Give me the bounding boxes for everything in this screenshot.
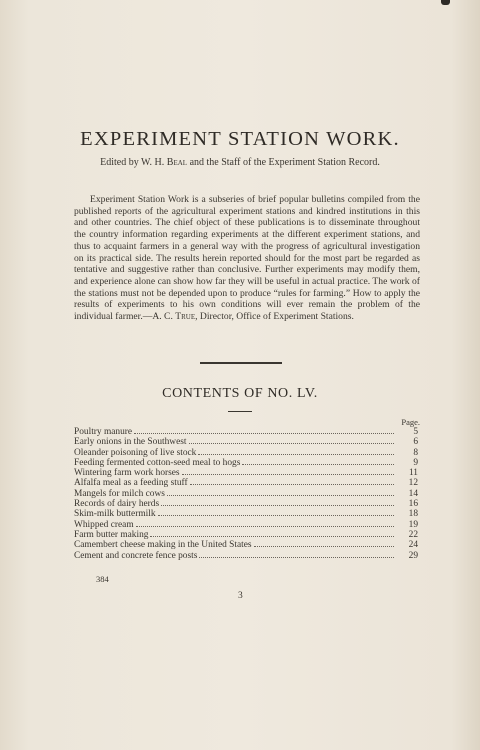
dot-leader: [161, 498, 394, 506]
page-number: 3: [238, 591, 243, 601]
toc-entry-page: 22: [408, 529, 418, 540]
dot-leader: [189, 436, 395, 444]
dot-leader: [198, 447, 394, 455]
editors-suffix: and the Staff of the Experiment Station Record.: [187, 157, 380, 168]
dot-leader: [150, 529, 394, 537]
toc-entry-page: 14: [408, 488, 418, 499]
page-title: EXPERIMENT STATION WORK.: [80, 128, 400, 150]
toc-entry-title: Oleander poisoning of live stock: [74, 447, 197, 457]
toc-entry: [74, 508, 418, 518]
editors-line: [0, 157, 480, 168]
dot-leader: [254, 539, 394, 547]
toc-entry-page: 12: [408, 478, 418, 488]
toc-entry-page: 8: [413, 447, 418, 457]
toc-entry-title: Early onions in the Southwest: [74, 437, 187, 447]
toc-entry: [74, 457, 418, 467]
footer-number: 384: [96, 574, 109, 584]
dot-leader: [242, 457, 394, 465]
toc-entry-title: Mangels for milch cows: [74, 488, 165, 499]
toc-entry-page: 9: [413, 457, 418, 468]
toc-entry: [74, 477, 418, 487]
dot-leader: [182, 467, 394, 475]
toc-entry-title: Wintering farm work horses: [74, 468, 180, 478]
toc-entry-page: 5: [413, 427, 418, 437]
table-of-contents: [74, 426, 418, 560]
toc-entry-title: Cement and concrete fence posts: [74, 550, 198, 560]
editor-name: Beal: [166, 157, 188, 168]
toc-entry: [74, 436, 418, 446]
section-divider: [200, 362, 282, 364]
dot-leader: [167, 488, 394, 496]
toc-entry-page: 18: [408, 509, 418, 519]
toc-entry-page: 11: [408, 468, 418, 478]
toc-entry-title: Poultry manure: [74, 427, 133, 437]
contents-title: CONTENTS OF NO. LV.: [162, 386, 318, 401]
intro-main-text: Experiment Station Work is a subseries of brief popular bulletins compiled from the published reports of the agricultural experiment stations and kindred institutions in this and other countries. The chief object of these publications is to disseminate throughout the country information regarding experiments at the different experiment stations, and thus to acquaint farmers in a general way with the progress of agricultural investigation on its practical side. The results herein reported should for the most part be regarded as tentative and suggestive rather than conclusive. Further experiments may modify them, and experience alone can show how far they will be useful in actual practice. The work of the stations must not be depended upon to produce “rules for farming.” How to apply the results of experiments to his own conditions will ever remain the problem of the individual farmer.—A. C.: [74, 194, 420, 323]
contents-underline: [228, 411, 252, 412]
toc-entry: [74, 529, 418, 539]
toc-entry-title: Feeding fermented cotton-seed meal to hogs: [74, 457, 241, 468]
toc-entry-page: 6: [413, 437, 418, 447]
toc-entry: [74, 426, 418, 436]
toc-entry-title: Farm butter making: [74, 529, 149, 540]
dot-leader: [199, 550, 394, 558]
toc-entry-title: Skim-milk buttermilk: [74, 509, 156, 519]
dot-leader: [158, 508, 394, 516]
toc-entry-page: 16: [408, 499, 418, 509]
toc-entry: [74, 447, 418, 457]
toc-entry-page: 19: [408, 519, 418, 529]
toc-entry: [74, 488, 418, 498]
corner-ink-mark: [441, 0, 450, 5]
dot-leader: [134, 426, 394, 434]
toc-entry-title: Records of dairy herds: [74, 499, 160, 509]
toc-entry-page: 29: [408, 550, 418, 560]
page-column-header: Page.: [401, 417, 420, 427]
toc-entry-title: Camembert cheese making in the United States: [74, 540, 252, 550]
intro-tail: , Director, Office of Experiment Stations.: [195, 311, 354, 323]
toc-entry: [74, 519, 418, 529]
intro-author: True: [175, 311, 196, 323]
toc-entry: [74, 550, 418, 560]
toc-entry: [74, 467, 418, 477]
dot-leader: [136, 519, 394, 527]
toc-entry-title: Alfalfa meal as a feeding stuff: [74, 478, 188, 488]
toc-entry-page: 24: [408, 540, 418, 550]
dot-leader: [190, 477, 394, 485]
toc-entry-title: Whipped cream: [74, 519, 134, 529]
toc-entry: [74, 498, 418, 508]
editors-prefix: Edited by W. H.: [100, 157, 167, 168]
toc-entry: [74, 539, 418, 549]
intro-paragraph: [74, 194, 420, 323]
